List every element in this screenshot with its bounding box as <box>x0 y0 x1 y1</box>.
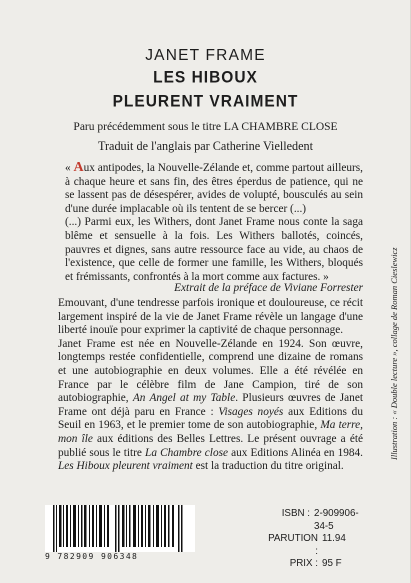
previous-title-note: Paru précédemment sous le titre LA CHAMBRE CLOSE <box>73 121 338 133</box>
quote-paragraph-1-text: ux antipodes, la Nouvelle-Zélande et, comme partout ailleurs, à chaque heure et sans fin, des êtres éperdus de patience, qui ne se lassent pas de désespérer, avides de volupté, bousculés au sein d'une durée implacable où ils tentent de se bercer (...) <box>65 162 363 215</box>
film-title: An Angel at my Table <box>132 392 236 405</box>
barcode-icon <box>45 505 195 552</box>
quote-paragraph-1 <box>65 161 363 216</box>
drop-cap: A <box>73 160 84 175</box>
blurb-text-segment: aux Editions du Seuil en 1963, et le premier tome de son autobiographie, <box>58 405 363 432</box>
price-row <box>268 558 368 571</box>
book-title-hiboux: Les Hiboux pleurent vraiment <box>58 460 193 473</box>
blurb-paragraph-2 <box>58 338 363 474</box>
isbn-value: 2-909906-34-5 <box>314 508 359 532</box>
blurb-text-segment: Janet Frame est née en Nouvelle-Zélande en 1924. Son œuvre, longtemps restée confidentielle, comprend une dizaine de romans et une autobiographie en deux volumes. Elle a été révélée en France par le célèbre film de Jane Campion, tiré de son autobiographie, <box>58 337 363 405</box>
blurb-text-segment: aux Editions Alinéa en 1984. <box>228 446 364 459</box>
blurb-text-segment: est la traduction du titre original. <box>192 460 344 473</box>
isbn-row <box>268 508 368 533</box>
price-label: PRIX : <box>289 558 318 569</box>
blurb-text <box>58 297 363 474</box>
parution-value: 11.94 <box>322 533 346 544</box>
illustration-credit: Illustration : « Double lecture », collage de Roman Cieslewicz <box>389 247 399 460</box>
book-title-line-1: LES HIBOUX <box>153 68 258 87</box>
book-title-visages: Visages noyés <box>218 405 284 418</box>
book-title-chambre-close: La Chambre close <box>145 446 229 459</box>
parution-row <box>268 533 368 558</box>
quote-open-mark: « <box>65 162 74 174</box>
translator-credit: Traduit de l'anglais par Catherine Vielledent <box>97 139 314 153</box>
book-title-line-2: PLEURENT VRAIMENT <box>112 92 299 111</box>
author-name: JANET FRAME <box>145 47 266 64</box>
book-title-ma-terre: Ma terre, mon île <box>58 419 363 445</box>
preface-quote <box>65 161 363 284</box>
book-info-block <box>268 508 368 571</box>
barcode-digits: 9 782909 906348 <box>45 552 139 561</box>
blurb-text-segment: . Plusieurs œuvres de Janet Frame ont déjà paru en France : <box>58 392 363 418</box>
price-value: 95 F <box>322 558 342 569</box>
parution-label: PARUTION : <box>268 533 318 557</box>
blurb-text-segment: aux éditions des Belles Lettres. Le présent ouvrage a été publié sous le titre <box>58 432 363 459</box>
quote-paragraph-2: (...) Parmi eux, les Withers, dont Janet Frame nous conte la saga blême et sensuelle à la fois. Les Withers ballotés, coincés, pauvres et dignes, sans autre ressource face au vide, au chaos de l'existence, que celle de former une famille, les Withers, bloqués et frémissants, confrontés à la mort comme aux factures. » <box>65 216 363 283</box>
blurb-paragraph-1: Emouvant, d'une tendresse parfois ironique et douloureuse, ce récit largement inspiré de la vie de Janet Frame révèle un langage d'une liberté inouïe pour exprimer la captivité de chaque personnage. <box>58 297 363 337</box>
isbn-label: ISBN : <box>281 508 310 519</box>
quote-source: Extrait de la préface de Viviane Forrester <box>174 282 363 294</box>
